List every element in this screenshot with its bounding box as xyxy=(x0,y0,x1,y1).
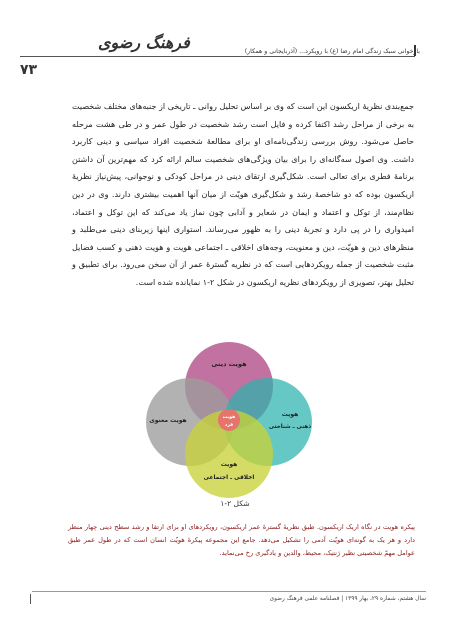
label-cognitive-1: هویت xyxy=(281,411,299,418)
page-number: ۷۳ xyxy=(20,62,38,78)
header-divider xyxy=(20,56,415,57)
label-religious: هویت دینی xyxy=(211,360,247,368)
identity-venn-diagram xyxy=(140,336,318,496)
label-spiritual: هویت معنوی xyxy=(149,417,187,424)
footer-text: سال هشتم، شماره ۲۹، بهار ۱۳۹۹ | فصلنامه علمی فرهنگ رضوی xyxy=(269,596,426,602)
label-cognitive-2: ذهنی ـ شناختی xyxy=(268,424,312,430)
running-head: بازخوانی سبک زندگی امام رضا (ع) با رویکرد... (آذربایجانی و همکار) xyxy=(244,48,420,55)
body-paragraph: جمع‌بندی نظریهٔ اریکسون این است که وی بر اساس تحلیل روانی ـ تاریخی از جنبه‌های مختلف شخصیت به برخی از مراحل رشد اکتفا کرده و فایل است رشد شخصیت در طول عمر و در طی هشت مرحله حاصل می‌شود. روش بررسی زندگی‌نامه‌ای او برای مطالعهٔ شخصیت افراد سیاسی و دینی کاربرد داشت. وی اصول سه‌گانه‌ای را برای بیان ویژگی‌های شخصیت سالم ارائه کرد که مهم‌ترین آن داشتن برنامهٔ فطری برای تعالی است. شکل‌گیری ارتقای دینی در مراحل کودکی و نوجوانی، پیش‌نیاز نظریهٔ اریکسون بوده که دو شاخصهٔ رشد و شکل‌گیری هویّت از میان آنها اهمیت بیشتری دارند. وی در دین نظام‌مند، از توکل و اعتماد و ایمان در شعایر و آدابی چون نماز یاد می‌کند که این توکل و اعتماد، امیدواری را در پی دارد و تجربهٔ دینی را به ظهور می‌رساند. استواری اینها زیربنای دینی می‌طلبد و منظرهای دین و هویّت، دین و معنویت، وجه‌های اخلاقی ـ اجتماعی هویت و هویت ذهنی و کسب فضایل مثبت شخصیت از جمله رویکردهایی است که در نظریه گسترهٔ عمر از آن سخن می‌رود. برای تطبیق و تحلیل بهتر، تصویری از رویکردهای نظریه اریکسون در شکل ۲-۱ نمایانده شده است. xyxy=(72,102,414,287)
label-core-2: فرد xyxy=(224,423,234,428)
figure-description: پیکره هویت در نگاه اریک اریکسون. طبق نظریهٔ گسترهٔ عمر اریکسون، رویکردهای او برای ارتقا و رشد سطح دینی چهار منظر دارد و هر یک به گونه‌ای هویّت آدمی را تشکیل می‌دهد. جامع این مجموعه پیکرهٔ هویّت انسان است که در طول عمر طبق عوامل مهمّ شخصیتی نظیر ژنتیک، محیط، والدین و یادگیری رخ می‌نماید. xyxy=(68,523,415,557)
label-core-1: هویت xyxy=(222,415,236,420)
footer-divider xyxy=(32,591,426,592)
figure-caption: شکل ۲-۱ xyxy=(220,499,250,508)
logo-text: فرهنگ رضوی xyxy=(98,33,190,52)
label-moral-2: اخلاقی ـ اجتماعی xyxy=(203,475,255,481)
journal-logo xyxy=(8,14,190,62)
footer-marker xyxy=(30,594,31,604)
label-moral-1: هویت xyxy=(220,461,238,468)
